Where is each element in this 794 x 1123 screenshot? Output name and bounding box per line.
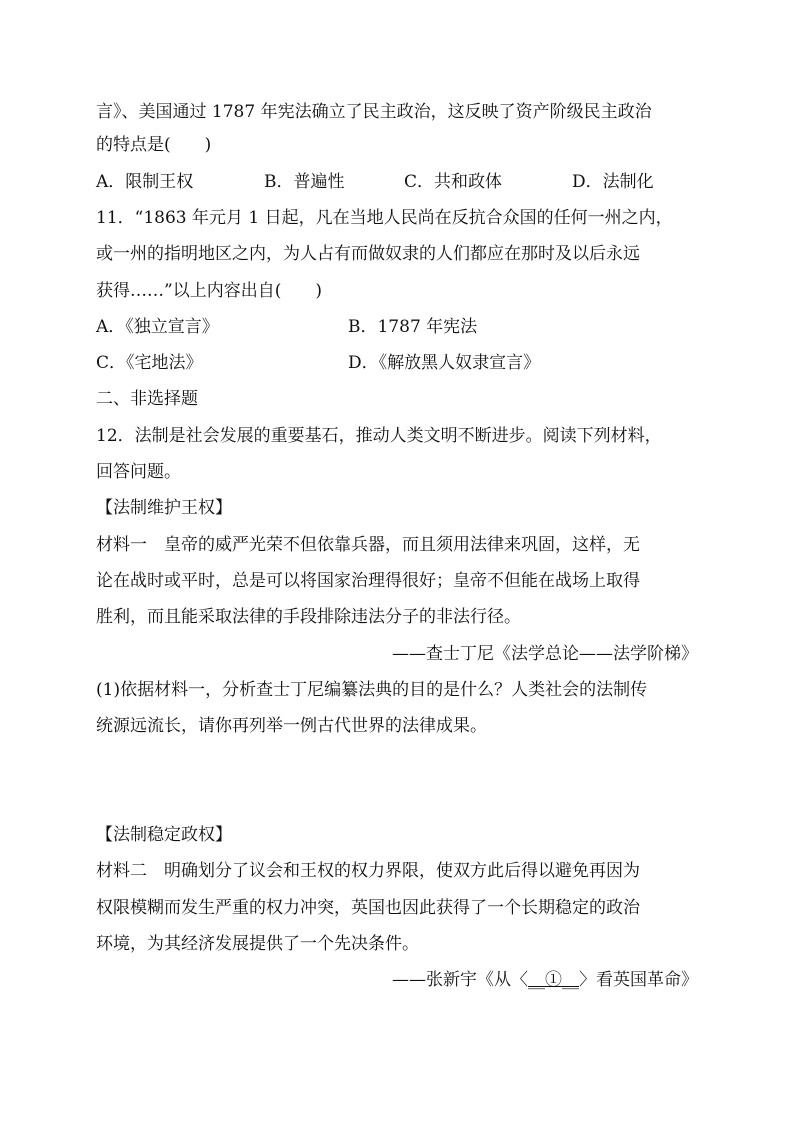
q10-option-b: B．普遍性 [264, 172, 345, 192]
material2-source-prefix: ——张新宇《从〈 [392, 970, 528, 990]
q10-stem-line1: 言》、美国通过 1787 年宪法确立了民主政治，这反映了资产阶级民主政治 [96, 102, 652, 122]
q12-sub1-line1: (1)依据材料一，分析查士丁尼编纂法典的目的是什么？人类社会的法制传 [96, 680, 648, 700]
section-title: 二、非选择题 [96, 389, 198, 409]
q11-option-b: B．1787 年宪法 [348, 317, 478, 337]
q11-option-d: D．《解放黑人奴隶宣言》 [348, 353, 541, 373]
q10-option-a: A．限制王权 [96, 172, 194, 192]
q11-option-a: A．《独立宣言》 [96, 317, 219, 337]
material2-line1: 材料二 明确划分了议会和王权的权力界限，使双方此后得以避免再因为 [96, 861, 640, 881]
q12-intro-line2: 回答问题。 [96, 462, 181, 482]
material2-source-suffix: 〉看英国革命》 [579, 970, 698, 990]
material2-line3: 环境，为其经济发展提供了一个先决条件。 [96, 934, 419, 954]
material2-source [392, 968, 698, 992]
q12-intro-line1: 12．法制是社会发展的重要基石，推动人类文明不断进步。阅读下列材料， [96, 426, 662, 446]
q11-option-c: C．《宅地法》 [96, 353, 203, 373]
q11-stem-line1: 11．“1863 年元月 1 日起，凡在当地人民尚在反抗合众国的任何一州之内， [96, 208, 673, 228]
material1-source: ——查士丁尼《法学总论——法学阶梯》 [392, 644, 698, 664]
material1-line2: 论在战时或平时，总是可以将国家治理得很好；皇帝不但能在战场上取得 [96, 571, 640, 591]
material1-line1: 材料一 皇帝的威严光荣不但依靠兵器，而且须用法律来巩固，这样，无 [96, 535, 640, 555]
q10-option-c: C．共和政体 [404, 172, 503, 192]
q12-heading-2: 【法制稳定政权】 [96, 825, 232, 845]
q12-heading-1: 【法制维护王权】 [96, 498, 232, 518]
q12-sub1-line2: 统源远流长，请你再列举一例古代世界的法律成果。 [96, 716, 487, 736]
q11-stem-line2: 或一州的指明地区之内，为人占有而做奴隶的人们都应在那时及以后永远 [96, 244, 640, 264]
material2-line2: 权限模糊而发生严重的权力冲突，英国也因此获得了一个长期稳定的政治 [96, 898, 640, 918]
material2-source-blank: __①__ [528, 970, 579, 990]
q11-stem-line3: 获得……”以上内容出自( ) [96, 281, 322, 301]
q10-option-d: D．法制化 [572, 172, 654, 192]
material1-line3: 胜利，而且能采取法律的手段排除违法分子的非法行径。 [96, 607, 521, 627]
q10-stem-line2: 的特点是( ) [96, 135, 212, 155]
